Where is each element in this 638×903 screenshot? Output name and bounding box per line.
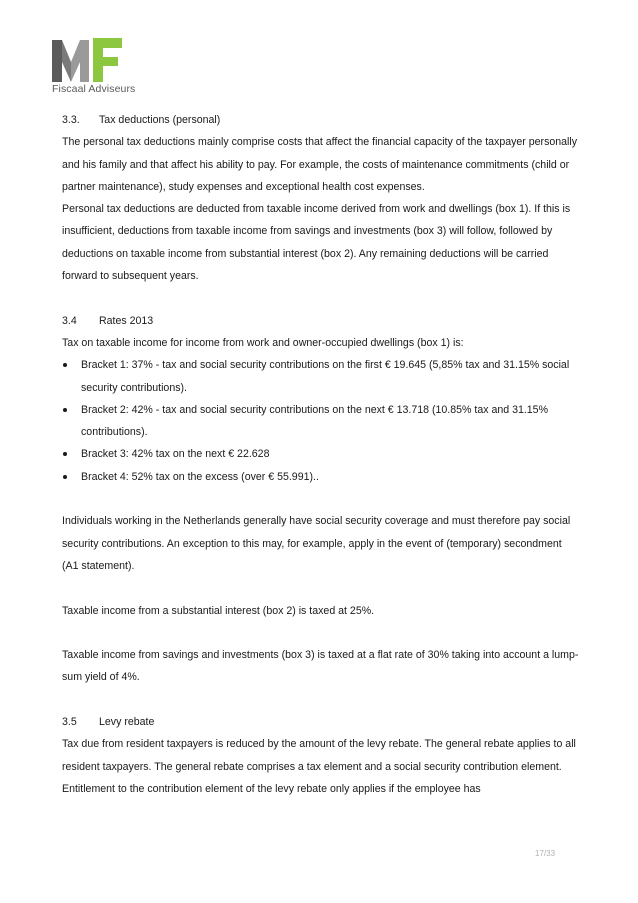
logo-subtitle: Fiscaal Adviseurs: [52, 83, 136, 95]
section-heading-3-3: [62, 109, 580, 131]
section-heading-3-4: [62, 310, 580, 332]
paragraph: Personal tax deductions are deducted from taxable income derived from work and dwellings (box 1). If this is insufficient, deductions from taxable income from savings and investments (box 3) will follow, followed by deductions on taxable income from substantial interest (box 2). Any remaining deductions will be carried forward to subsequent years.: [62, 203, 571, 283]
section-title: Rates 2013: [99, 314, 154, 327]
list-item: Bracket 2: 42% - tax and social security contributions on the next € 13.718 (10.85% tax and 31.15% contributions).: [62, 399, 580, 444]
paragraph: Tax due from resident taxpayers is reduced by the amount of the levy rebate. The general rebate applies to all resident taxpayers. The general rebate comprises a tax element and a social security contribution element. Entitlement to the contribution element of the levy rebate only applies if the employee has: [62, 738, 576, 795]
section-number: 3.4: [62, 314, 77, 327]
section-title: Levy rebate: [99, 716, 155, 729]
list-item: Bracket 3: 42% tax on the next € 22.628: [62, 443, 580, 465]
page-number: 17/33: [535, 849, 556, 858]
paragraph: Taxable income from a substantial interest (box 2) is taxed at 25%.: [62, 604, 375, 617]
list-item: Bracket 1: 37% - tax and social security contributions on the first € 19.645 (5,85% tax and 31.15% social security contributions).: [62, 354, 580, 399]
section-number: 3.5: [62, 716, 77, 729]
section-heading-3-5: [62, 711, 580, 733]
document-body: [62, 109, 580, 800]
list-item: Bracket 4: 52% tax on the excess (over € 55.991)..: [62, 466, 580, 488]
section-title: Tax deductions (personal): [99, 114, 221, 126]
paragraph: Tax on taxable income for income from work and owner-occupied dwellings (box 1) is:: [62, 336, 464, 349]
bracket-list: [62, 354, 580, 488]
company-logo: [52, 38, 142, 104]
paragraph: The personal tax deductions mainly comprise costs that affect the financial capacity of the taxpayer personally and his family and that affect his ability to pay. For example, the costs of maintenance commitments (child or partner maintenance), study expenses and exceptional health cost expenses.: [62, 136, 578, 193]
paragraph: Individuals working in the Netherlands generally have social security coverage and must therefore pay social security contributions. An exception to this may, for example, apply in the event of (temporary) secondment (A1 statement).: [62, 515, 571, 572]
mf-logo-icon: [52, 38, 124, 82]
section-number: 3.3.: [62, 114, 80, 126]
paragraph: Taxable income from savings and investments (box 3) is taxed at a flat rate of 30% taking into account a lump-sum yield of 4%.: [62, 649, 579, 684]
